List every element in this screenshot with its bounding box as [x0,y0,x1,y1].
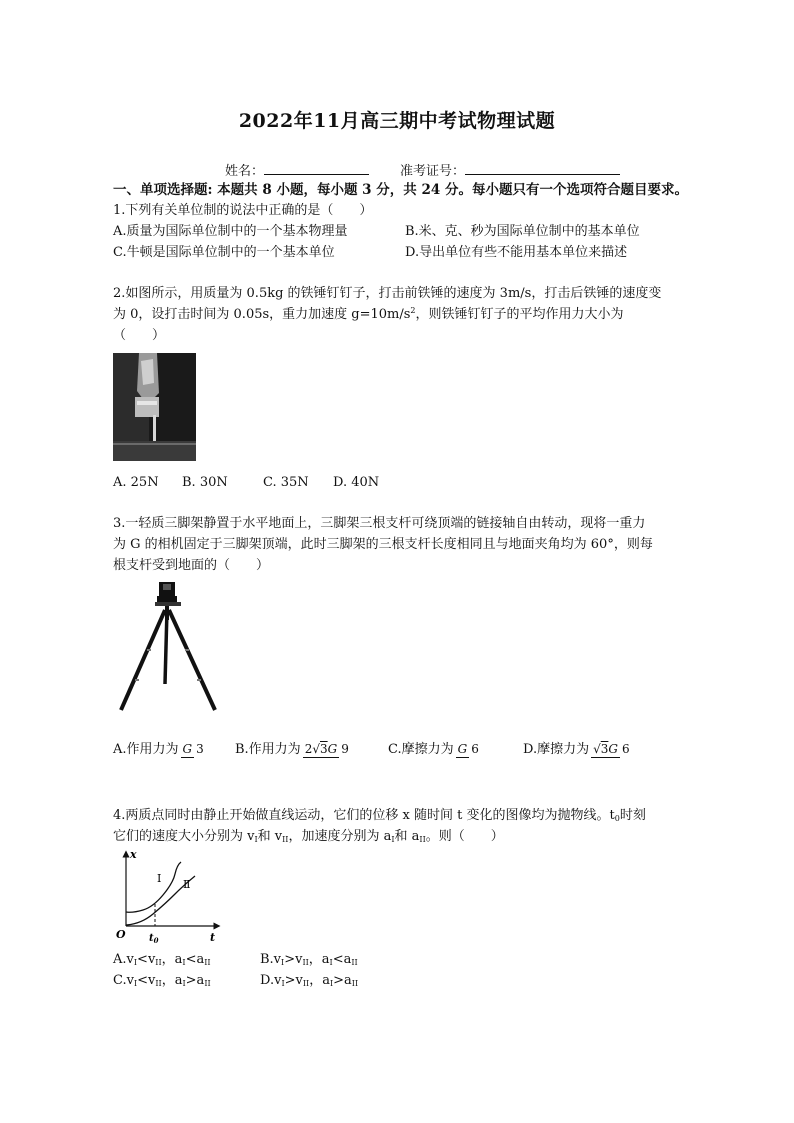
graph-x-label: t [210,931,216,944]
q3-option-b[interactable] [235,734,351,766]
q3-a-num: G [182,741,193,756]
q3-d-var: G [608,741,618,756]
id-field [400,160,620,182]
q4-a-sub3: I [182,958,186,967]
id-label: 准考证号： [400,164,466,179]
q4-d-sub1: I [281,979,285,988]
q4-b-3: ，a [308,952,330,967]
q4-d-3: ，a [309,973,330,988]
q1-option-b[interactable]: B.米、克、秒为国际单位制中的基本单位 [405,224,640,239]
q4-option-d[interactable] [260,971,358,991]
curve-ii-label: Ⅱ [183,878,191,891]
section-heading: 一、单项选择题: 本题共 8 小题，每小题 3 分，共 24 分。每小题只有一个选项符合题目要求。 [113,182,688,198]
q3-b-fraction [303,742,351,758]
q4-b-1: B.v [260,952,282,967]
q4-a-2: <v [137,952,156,967]
q4-d-1: D.v [260,973,282,988]
q3-b-var: G [327,741,338,756]
q4-option-a[interactable] [113,950,211,970]
q3-option-a[interactable] [113,734,206,766]
q3-c-fraction [456,742,481,758]
hammer-nail-image [113,353,196,461]
q4-option-c[interactable] [113,971,211,991]
q4-b-2: >v [284,952,303,967]
q3-c-num: G [457,741,468,756]
id-blank[interactable] [465,160,620,175]
graph-y-label: x [130,848,137,861]
q4-c-4: >a [185,973,205,988]
q4-option-b[interactable] [260,950,358,970]
q3-b-num: 2√3G [304,741,338,756]
q4-c-sub3: I [182,979,186,988]
tripod-image [113,580,223,715]
q4-d-2: >v [284,973,303,988]
q4-a-sub4: II [204,958,211,967]
q3-b-root: 3 [319,741,328,756]
q4-stem2-d: 和 a [394,829,420,844]
q4-c-3: ，a [161,973,183,988]
q3-d-num: √3G [593,741,618,756]
q4-a-sub2: II [155,958,162,967]
q3-b-coef: 2 [304,741,313,756]
q3-stem-line2: 为 G 的相机固定于三脚架顶端，此时三脚架的三根支杆长度相同且与地面夹角均为 60°，则每 [113,537,653,552]
q4-sub-ii-2: II [419,835,426,844]
q2-stem2-text: 为 0，设打击时间为 0.05s，重力加速度 g=10m/s [113,307,411,322]
graph-t0-label: $t_0$ [149,933,159,945]
q3-stem-line3: 根支杆受到地面的（ ） [113,558,270,573]
q4-a-4: <a [185,952,205,967]
q2-stem2-sup: 2 [410,306,416,315]
tripod-figure [113,580,223,715]
name-label: 姓名： [225,164,265,179]
q4-stem1-sub: 0 [614,814,620,823]
q4-a-sub1: I [133,958,138,967]
q4-a-3: ，a [161,952,183,967]
q2-option-b[interactable]: B. 30N [182,475,228,490]
curve-i [126,862,181,912]
q4-d-sub3: I [329,979,334,988]
q4-b-sub3: I [329,958,333,967]
q1-stem: 1.下列有关单位制的说法中正确的是（ ） [113,203,373,218]
q3-a-fraction [181,742,206,758]
q3-d-root: 3 [600,741,609,756]
q4-sub-i-1: I [254,835,258,844]
q4-stem2-a: 它们的速度大小分别为 v [113,829,255,844]
q3-stem-line1: 3.一轻质三脚架静置于水平地面上，三脚架三根支杆可绕顶端的链接轴自由转动，现将一重力 [113,516,646,531]
q4-b-sub1: I [281,958,285,967]
q4-b-sub4: II [351,958,358,967]
q2-stem-line3: （ ） [113,328,166,343]
q2-option-a[interactable]: A. 25N [113,475,159,490]
q4-sub-ii-1: II [282,835,289,844]
q4-stem1-b: 时刻 [619,808,646,823]
q3-b-den: 9 [341,741,349,756]
q3-d-text: D.摩擦力为 [523,742,590,757]
q4-d-sub2: II [302,979,310,988]
q1-option-c[interactable]: C.牛顿是国际单位制中的一个基本单位 [113,245,335,260]
q4-d-sub4: II [351,979,359,988]
q4-stem-line1 [113,806,646,826]
q3-c-text: C.摩擦力为 [388,742,454,757]
q3-d-fraction [591,742,632,758]
q3-option-d[interactable] [523,734,632,766]
curve-i-label: I [157,872,162,885]
q4-b-4: <a [332,952,352,967]
name-field [225,160,369,182]
xt-graph [113,848,223,946]
q4-c-sub4: II [204,979,211,988]
page-title: 2022年11月高三期中考试物理试题 [238,110,556,132]
q4-stem2-e: 。则（ ） [425,829,504,844]
q2-option-c[interactable]: C. 35N [263,475,309,490]
q3-b-text: B.作用力为 [235,742,301,757]
q3-c-den: 6 [471,741,479,756]
q4-stem2-b: 和 v [257,829,283,844]
q3-a-text: A.作用力为 [113,742,179,757]
q3-a-den: 3 [196,741,204,756]
q4-sub-i-2: I [391,835,395,844]
graph-origin: O [116,928,126,941]
q4-a-1: A.v [113,952,134,967]
q4-c-sub1: I [133,979,138,988]
q2-stem-line2 [113,305,624,325]
name-blank[interactable] [264,160,369,175]
q3-d-den: 6 [621,741,630,756]
q4-c-1: C.v [113,973,134,988]
q4-stem1-a: 4.两质点同时由静止开始做直线运动，它们的位移 x 随时间 t 变化的图像均为抛物线。t [113,808,615,823]
q4-d-4: >a [333,973,352,988]
q4-stem2-c: ，加速度分别为 a [288,829,392,844]
q4-c-2: <v [137,973,156,988]
hammer-nail-photo [113,353,196,461]
q2-option-d[interactable]: D. 40N [333,475,380,490]
q4-b-sub2: II [302,958,309,967]
q2-stem2-end: ，则铁锤钉钉子的平均作用力大小为 [415,307,624,322]
q1-option-a[interactable]: A.质量为国际单位制中的一个基本物理量 [113,224,348,239]
q1-option-d[interactable]: D.导出单位有些不能用基本单位来描述 [405,245,628,260]
xt-graph-svg [113,848,223,946]
q3-option-c[interactable] [388,734,481,766]
q2-stem-line1: 2.如图所示，用质量为 0.5kg 的铁锤钉钉子，打击前铁锤的速度为 3m/s，打击后铁锤的速度变 [113,286,662,301]
q4-stem-line2 [113,827,504,847]
q4-c-sub2: II [155,979,162,988]
